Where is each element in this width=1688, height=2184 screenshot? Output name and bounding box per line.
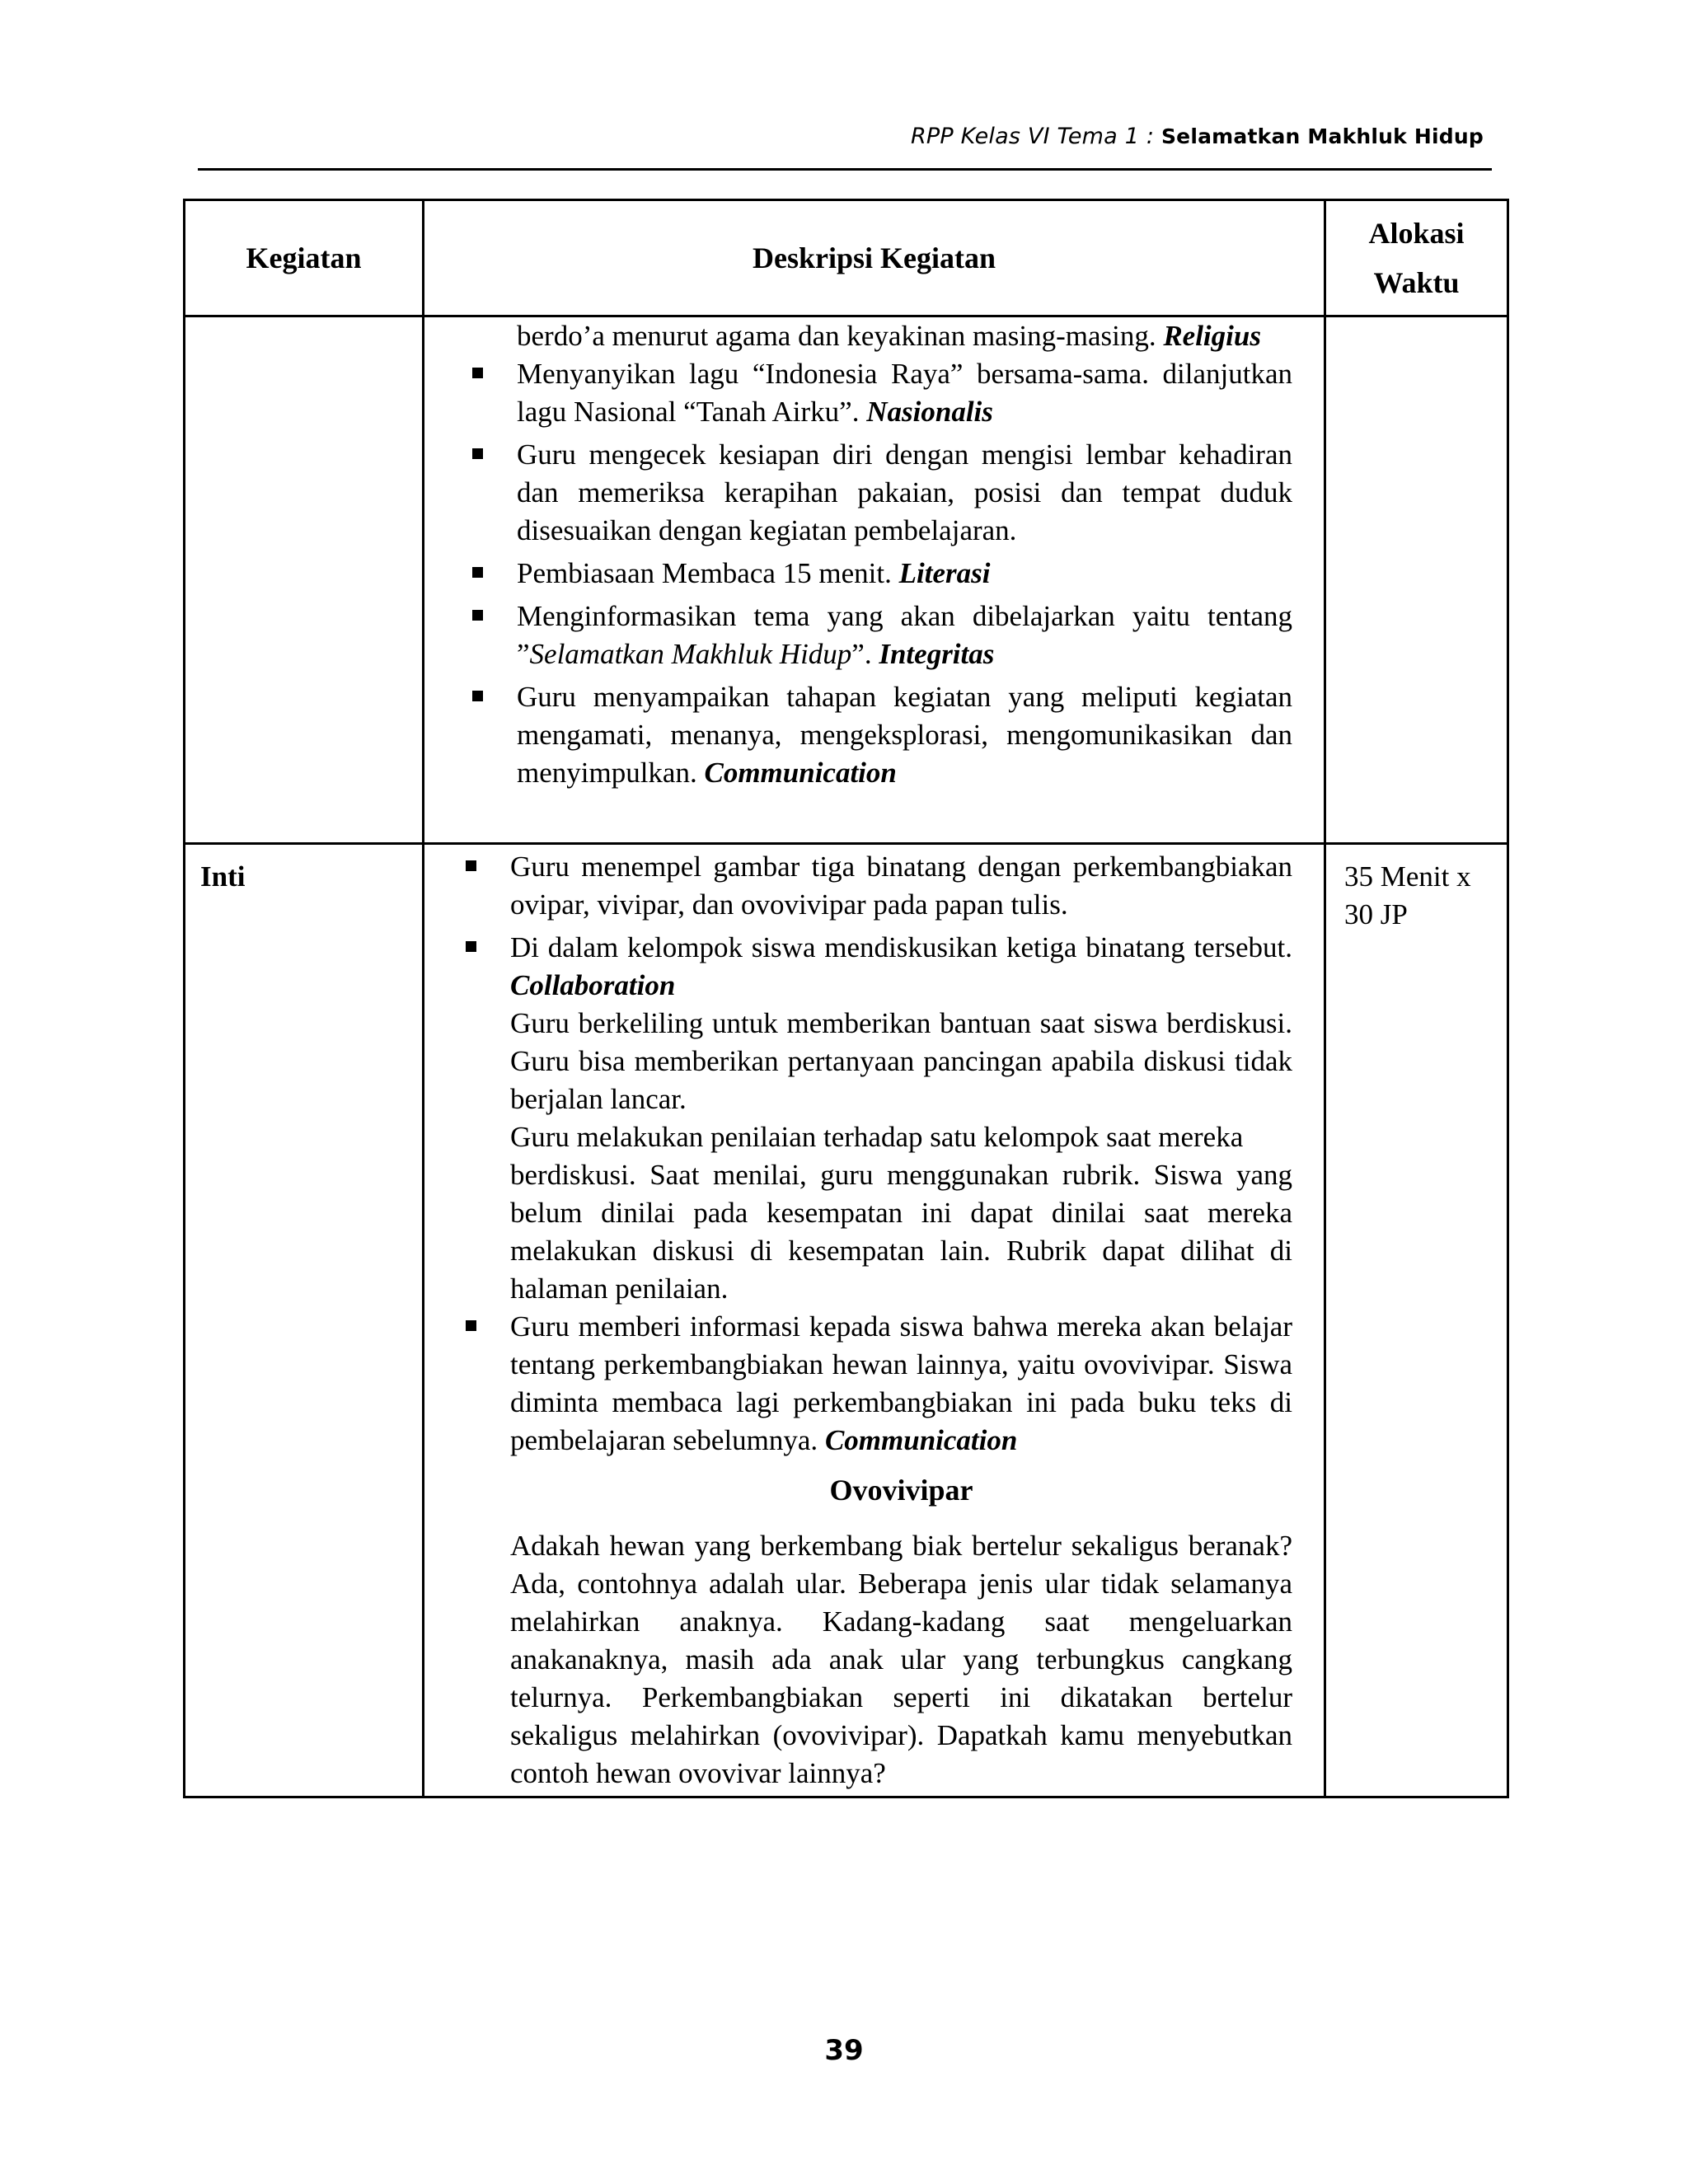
activity-list bbox=[466, 355, 1292, 792]
bullet-icon bbox=[472, 610, 483, 621]
list-item bbox=[466, 555, 1292, 593]
alokasi-cell bbox=[1325, 316, 1508, 844]
list-item-text: Di dalam kelompok siswa mendiskusikan ketiga binatang tersebut. bbox=[510, 931, 1292, 963]
bullet-icon bbox=[466, 860, 476, 871]
table-header-row bbox=[185, 200, 1508, 316]
table-row bbox=[185, 316, 1508, 844]
bullet-icon bbox=[466, 941, 476, 952]
paragraph: Guru melakukan penilaian terhadap satu kelompok saat mereka bbox=[510, 1121, 1244, 1153]
bullet-icon bbox=[472, 448, 483, 459]
continued-text bbox=[466, 317, 1292, 355]
list-item-text: Guru menyampaikan tahapan kegiatan yang meliputi kegiatan mengamati, menanya, mengeksplorasi, mengomunikasikan dan menyimpulkan. bbox=[517, 681, 1292, 789]
column-header-alokasi: Alokasi Waktu bbox=[1325, 200, 1508, 316]
header-rule bbox=[198, 168, 1492, 171]
list-item-text: Guru mengecek kesiapan diri dengan mengisi lembar kehadiran dan memeriksa kerapihan pakaian, posisi dan tempat duduk disesuaikan dengan kegiatan pembelajaran. bbox=[517, 438, 1292, 546]
list-item bbox=[459, 1308, 1292, 1460]
activity-table bbox=[183, 199, 1509, 1798]
value-label: Communication bbox=[824, 1424, 1018, 1456]
bullet-icon bbox=[472, 567, 483, 578]
bullet-icon bbox=[466, 1320, 476, 1331]
value-label: Religius bbox=[1163, 320, 1261, 352]
value-label: Collaboration bbox=[510, 969, 676, 1001]
value-label: Nasionalis bbox=[866, 396, 993, 428]
list-item bbox=[459, 929, 1292, 1005]
activity-list bbox=[459, 1308, 1292, 1460]
list-item-text: Menginformasikan tema yang akan dibelajarkan yaitu tentang ” bbox=[517, 600, 1292, 670]
list-item-text: Menyanyikan lagu “Indonesia Raya” bersama-sama. dilanjutkan lagu Nasional “Tanah Airku”. bbox=[517, 358, 1292, 428]
list-item-text-end: ”. bbox=[851, 638, 872, 670]
reading-paragraph: Adakah hewan yang berkembang biak bertelur sekaligus beranak? Ada, contohnya adalah ular. Beberapa jenis ular tidak selamanya melahirkan anaknya. Kadang-kadang saat mengeluarkan anakanaknya, masih ada anak ular yang terbungkus cangkang telurnya. Perkembangbiakan seperti ini dikatakan bertelur sekaligus melahirkan (ovovivipar). Dapatkah kamu menyebutkan contoh hewan ovovivar lainnya? bbox=[510, 1530, 1292, 1789]
table-row bbox=[185, 844, 1508, 1797]
bullet-icon bbox=[472, 368, 483, 378]
header-prefix: RPP Kelas VI Tema 1 : bbox=[910, 124, 1155, 149]
bullet-icon bbox=[472, 691, 483, 701]
paragraph: Guru berkeliling untuk memberikan bantuan saat siswa berdiskusi. Guru bisa memberikan pertanyaan pancingan apabila diskusi tidak berjalan lancar. bbox=[510, 1007, 1292, 1115]
paragraph: berdiskusi. Saat menilai, guru menggunakan rubrik. Siswa yang belum dinilai pada kesempatan ini dapat dinilai saat mereka melakukan diskusi di kesempatan lain. Rubrik dapat dilihat di halaman penilaian. bbox=[510, 1159, 1292, 1305]
list-item bbox=[466, 436, 1292, 550]
list-item bbox=[459, 848, 1292, 924]
column-header-kegiatan: Kegiatan bbox=[185, 200, 424, 316]
kegiatan-cell bbox=[185, 316, 424, 844]
alokasi-cell: 35 Menit x 30 JP bbox=[1325, 844, 1508, 1797]
running-header bbox=[911, 124, 1484, 149]
header-title: Selamatkan Makhluk Hidup bbox=[1160, 124, 1484, 148]
section-subtitle: Ovovivipar bbox=[829, 1474, 973, 1507]
value-label: Literasi bbox=[898, 557, 991, 589]
deskripsi-cell bbox=[424, 844, 1325, 1797]
list-item bbox=[466, 598, 1292, 673]
list-item-text: Pembiasaan Membaca 15 menit. bbox=[517, 557, 892, 589]
value-label: Communication bbox=[704, 757, 897, 789]
column-header-deskripsi: Deskripsi Kegiatan bbox=[424, 200, 1325, 316]
deskripsi-cell bbox=[424, 316, 1325, 844]
kegiatan-cell: Inti bbox=[185, 844, 424, 1797]
activity-list bbox=[459, 848, 1292, 1005]
theme-title: Selamatkan Makhluk Hidup bbox=[529, 638, 852, 670]
page-number: 39 bbox=[824, 2034, 864, 2067]
list-item bbox=[466, 355, 1292, 431]
value-label: Integritas bbox=[879, 638, 995, 670]
list-item bbox=[466, 678, 1292, 792]
list-item-text: Guru menempel gambar tiga binatang dengan perkembangbiakan ovipar, vivipar, dan ovovivipar pada papan tulis. bbox=[510, 851, 1292, 921]
continued-text-body: berdo’a menurut agama dan keyakinan masing-masing. bbox=[517, 320, 1156, 352]
list-item-text: Guru memberi informasi kepada siswa bahwa mereka akan belajar tentang perkembangbiakan hewan lainnya, yaitu ovovivipar. Siswa diminta membaca lagi perkembangbiakan ini pada buku teks di pembelajaran sebelumnya. bbox=[510, 1310, 1292, 1456]
